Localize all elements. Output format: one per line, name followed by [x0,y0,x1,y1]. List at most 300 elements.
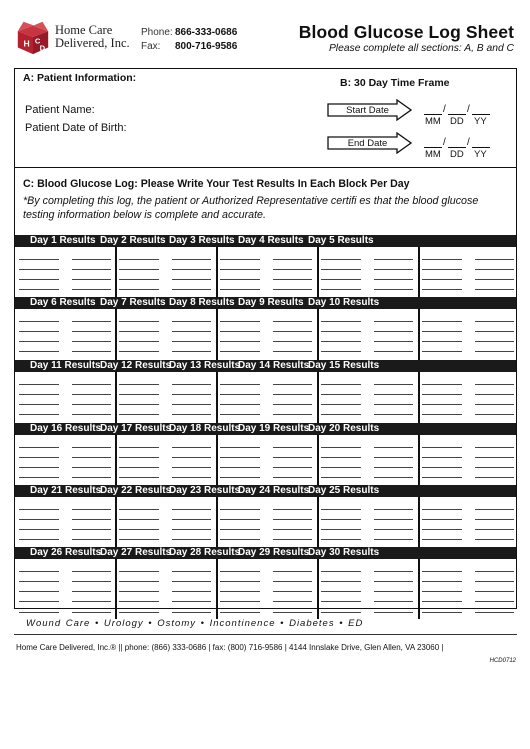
result-entry-line[interactable] [220,404,260,405]
result-entry-line[interactable] [374,447,413,448]
result-entry-line[interactable] [119,529,159,530]
result-entry-line[interactable] [72,414,111,415]
result-entry-line[interactable] [119,414,159,415]
result-entry-line[interactable] [374,467,413,468]
result-entry-line[interactable] [72,394,111,395]
form-code: HCD0712 [489,658,516,664]
day-column-divider [418,247,420,298]
result-entry-line[interactable] [220,269,260,270]
result-entry-line[interactable] [475,467,514,468]
result-entry-line[interactable] [119,279,159,280]
result-entry-line[interactable] [172,331,211,332]
result-entry-line[interactable] [273,289,312,290]
result-entry-line[interactable] [321,351,361,352]
result-entry-line[interactable] [374,331,413,332]
result-entry-line[interactable] [72,519,111,520]
result-entry-line[interactable] [72,351,111,352]
result-entry-line[interactable] [19,331,59,332]
day-header-label: Day 10 Results [308,297,380,308]
result-entry-line[interactable] [220,259,260,260]
result-entry-line[interactable] [422,351,462,352]
start-month-field[interactable] [424,114,442,115]
result-entry-line[interactable] [220,321,260,322]
day-column-divider [418,309,420,360]
section-c-title: C: Blood Glucose Log: Please Write Your Test Results In Each Block Per Day [23,178,410,190]
result-entry-line[interactable] [72,447,111,448]
result-entry-line[interactable] [172,457,211,458]
result-entry-line[interactable] [321,289,361,290]
result-entry-line[interactable] [119,571,159,572]
result-entry-line[interactable] [172,477,211,478]
result-entry-line[interactable] [19,539,59,540]
result-entry-line[interactable] [475,351,514,352]
result-entry-line[interactable] [19,269,59,270]
result-entry-line[interactable] [422,601,462,602]
result-entry-line[interactable] [321,457,361,458]
result-entry-line[interactable] [119,259,159,260]
day-header-label: Day 27 Results [100,547,172,558]
result-entry-line[interactable] [273,529,312,530]
day-column-divider [317,247,319,298]
result-entry-line[interactable] [72,259,111,260]
result-entry-line[interactable] [220,447,260,448]
result-entry-line[interactable] [475,404,514,405]
result-entry-line[interactable] [119,384,159,385]
result-entry-line[interactable] [72,601,111,602]
result-entry-line[interactable] [321,341,361,342]
day-column-divider [317,559,319,619]
day-header-label: Day 29 Results [238,547,310,558]
result-entry-line[interactable] [321,477,361,478]
result-entry-line[interactable] [422,289,462,290]
result-entry-line[interactable] [220,519,260,520]
result-entry-line[interactable] [19,394,59,395]
day-header-label: Day 21 Results [30,485,102,496]
start-day-field[interactable] [448,114,466,115]
result-entry-line[interactable] [72,289,111,290]
result-entry-line[interactable] [422,279,462,280]
day-header-band [15,547,516,559]
result-entry-line[interactable] [321,519,361,520]
result-entry-line[interactable] [19,509,59,510]
result-entry-line[interactable] [72,341,111,342]
result-entry-line[interactable] [220,539,260,540]
result-entry-line[interactable] [374,571,413,572]
result-entry-line[interactable] [475,581,514,582]
result-entry-line[interactable] [321,331,361,332]
result-entry-line[interactable] [475,289,514,290]
result-entry-line[interactable] [172,539,211,540]
result-entry-line[interactable] [72,321,111,322]
result-entry-line[interactable] [172,384,211,385]
result-entry-line[interactable] [422,467,462,468]
result-entry-line[interactable] [220,457,260,458]
result-entry-line[interactable] [374,289,413,290]
result-entry-line[interactable] [273,341,312,342]
result-entry-line[interactable] [119,581,159,582]
result-entry-line[interactable] [19,581,59,582]
result-entry-line[interactable] [172,351,211,352]
result-entry-line[interactable] [273,351,312,352]
result-entry-line[interactable] [119,331,159,332]
result-entry-line[interactable] [172,467,211,468]
result-entry-line[interactable] [422,519,462,520]
result-entry-line[interactable] [119,351,159,352]
result-entry-line[interactable] [119,404,159,405]
result-entry-line[interactable] [422,591,462,592]
result-entry-line[interactable] [119,321,159,322]
result-entry-line[interactable] [475,457,514,458]
result-entry-line[interactable] [72,404,111,405]
day-header-label: Day 16 Results [30,423,102,434]
day-header-label: Day 17 Results [100,423,172,434]
result-entry-line[interactable] [172,341,211,342]
result-entry-line[interactable] [273,331,312,332]
result-entry-line[interactable] [19,414,59,415]
result-entry-line[interactable] [321,529,361,530]
result-entry-line[interactable] [273,581,312,582]
result-entry-line[interactable] [321,612,361,613]
result-entry-line[interactable] [422,509,462,510]
result-entry-line[interactable] [374,321,413,322]
result-entry-line[interactable] [321,384,361,385]
day-column-divider [115,497,117,548]
result-entry-line[interactable] [19,571,59,572]
result-entry-line[interactable] [220,414,260,415]
result-entry-line[interactable] [119,612,159,613]
result-entry-line[interactable] [273,279,312,280]
day-column-divider [115,372,117,423]
result-entry-line[interactable] [172,289,211,290]
result-entry-line[interactable] [172,279,211,280]
result-entry-line[interactable] [475,331,514,332]
result-entry-line[interactable] [172,259,211,260]
result-entry-line[interactable] [72,509,111,510]
result-entry-line[interactable] [374,404,413,405]
result-entry-line[interactable] [422,384,462,385]
day-header-label: Day 19 Results [238,423,310,434]
result-entry-line[interactable] [119,447,159,448]
result-entry-line[interactable] [273,384,312,385]
result-entry-line[interactable] [374,509,413,510]
end-mm-label: MM [425,149,441,160]
result-entry-line[interactable] [273,612,312,613]
result-entry-line[interactable] [273,414,312,415]
result-entry-line[interactable] [475,341,514,342]
result-entry-line[interactable] [475,394,514,395]
result-entry-line[interactable] [119,477,159,478]
result-entry-line[interactable] [422,447,462,448]
result-entry-line[interactable] [72,467,111,468]
day-header-label: Day 15 Results [308,360,380,371]
result-entry-line[interactable] [19,612,59,613]
result-entry-line[interactable] [273,591,312,592]
result-entry-line[interactable] [72,331,111,332]
day-column-divider [115,435,117,486]
result-entry-line[interactable] [475,321,514,322]
result-entry-line[interactable] [19,259,59,260]
result-entry-line[interactable] [172,269,211,270]
day-header-label: Day 30 Results [308,547,380,558]
result-entry-line[interactable] [220,601,260,602]
result-entry-line[interactable] [374,519,413,520]
result-entry-line[interactable] [72,269,111,270]
result-entry-line[interactable] [374,384,413,385]
start-year-field[interactable] [472,114,490,115]
result-entry-line[interactable] [475,279,514,280]
result-entry-line[interactable] [220,384,260,385]
result-entry-line[interactable] [19,279,59,280]
logo-letter: D [39,43,46,53]
end-day-field[interactable] [448,147,466,148]
result-entry-line[interactable] [422,539,462,540]
result-entry-line[interactable] [119,269,159,270]
result-entry-line[interactable] [321,404,361,405]
result-entry-line[interactable] [475,259,514,260]
result-entry-line[interactable] [422,414,462,415]
result-entry-line[interactable] [273,509,312,510]
page-title: Blood Glucose Log Sheet [298,22,514,42]
section-a-b: A: Patient Information: Patient Name: Patient Date of Birth: B: 30 Day Time Frame Start Date End Date / / MM DD YY / / MM DD YY [15,69,516,168]
result-entry-line[interactable] [119,467,159,468]
result-entry-line[interactable] [273,457,312,458]
result-entry-line[interactable] [422,341,462,342]
result-entry-line[interactable] [119,539,159,540]
result-entry-line[interactable] [374,601,413,602]
certification-note: *By completing this log, the patient or Authorized Representative certifi es that the blood glucose testing information below is complete and accurate. [23,195,479,221]
result-entry-line[interactable] [19,519,59,520]
result-entry-line[interactable] [374,394,413,395]
result-entry-line[interactable] [374,529,413,530]
result-entry-line[interactable] [475,414,514,415]
result-entry-line[interactable] [422,321,462,322]
result-entry-line[interactable] [220,341,260,342]
result-entry-line[interactable] [172,447,211,448]
result-entry-line[interactable] [422,269,462,270]
result-entry-line[interactable] [72,477,111,478]
result-entry-line[interactable] [19,384,59,385]
result-entry-line[interactable] [475,612,514,613]
result-entry-line[interactable] [19,457,59,458]
result-entry-line[interactable] [119,289,159,290]
result-entry-line[interactable] [374,341,413,342]
result-entry-line[interactable] [172,581,211,582]
result-entry-line[interactable] [374,581,413,582]
result-entry-line[interactable] [321,539,361,540]
result-entry-line[interactable] [374,591,413,592]
result-entry-line[interactable] [422,571,462,572]
result-entry-line[interactable] [119,509,159,510]
result-entry-line[interactable] [19,601,59,602]
day-column-divider [418,372,420,423]
result-entry-line[interactable] [273,321,312,322]
result-entry-line[interactable] [220,351,260,352]
result-entry-line[interactable] [19,404,59,405]
result-entry-line[interactable] [321,571,361,572]
result-entry-line[interactable] [321,321,361,322]
day-header-label: Day 12 Results [100,360,172,371]
result-entry-line[interactable] [19,477,59,478]
result-entry-line[interactable] [321,259,361,260]
result-entry-line[interactable] [72,384,111,385]
result-entry-line[interactable] [321,269,361,270]
result-entry-line[interactable] [475,384,514,385]
result-entry-line[interactable] [374,259,413,260]
result-entry-line[interactable] [172,404,211,405]
result-entry-line[interactable] [19,289,59,290]
result-entry-line[interactable] [321,279,361,280]
result-entry-line[interactable] [119,601,159,602]
result-entry-line[interactable] [422,477,462,478]
result-entry-line[interactable] [273,601,312,602]
result-entry-line[interactable] [374,269,413,270]
result-entry-line[interactable] [172,571,211,572]
day-header-band [15,235,516,247]
result-entry-line[interactable] [321,591,361,592]
result-entry-line[interactable] [475,529,514,530]
result-entry-line[interactable] [374,414,413,415]
result-entry-line[interactable] [273,571,312,572]
patient-dob-label: Patient Date of Birth: [25,122,127,134]
result-entry-line[interactable] [72,612,111,613]
result-entry-line[interactable] [321,601,361,602]
day-column-divider [115,309,117,360]
result-entry-line[interactable] [475,519,514,520]
result-entry-line[interactable] [273,404,312,405]
result-entry-line[interactable] [72,571,111,572]
result-entry-line[interactable] [321,581,361,582]
brand-line1: Home Care [55,23,113,37]
result-entry-line[interactable] [321,394,361,395]
result-entry-line[interactable] [422,457,462,458]
result-entry-line[interactable] [422,529,462,530]
start-mm-label: MM [425,116,441,127]
result-entry-line[interactable] [220,279,260,280]
day-header-label: Day 8 Results [169,297,235,308]
result-entry-line[interactable] [422,612,462,613]
result-entry-line[interactable] [119,394,159,395]
result-entry-line[interactable] [475,477,514,478]
result-entry-line[interactable] [220,331,260,332]
result-entry-line[interactable] [273,519,312,520]
day-column-divider [317,497,319,548]
day-header-label: Day 3 Results [169,235,235,246]
result-entry-line[interactable] [72,539,111,540]
result-entry-line[interactable] [172,321,211,322]
result-entry-line[interactable] [321,467,361,468]
day-header-label: Day 7 Results [100,297,166,308]
result-entry-line[interactable] [422,331,462,332]
result-entry-line[interactable] [273,539,312,540]
result-entry-line[interactable] [172,414,211,415]
day-header-label: Day 4 Results [238,235,304,246]
result-entry-line[interactable] [374,351,413,352]
result-entry-line[interactable] [321,414,361,415]
result-entry-line[interactable] [119,457,159,458]
result-entry-line[interactable] [475,591,514,592]
result-entry-line[interactable] [19,341,59,342]
result-entry-line[interactable] [273,447,312,448]
end-year-field[interactable] [472,147,490,148]
result-entry-line[interactable] [273,467,312,468]
fax-number: 800-716-9586 [175,41,238,52]
result-entry-line[interactable] [220,477,260,478]
result-entry-line[interactable] [273,394,312,395]
day-header-label: Day 20 Results [308,423,380,434]
result-entry-line[interactable] [475,269,514,270]
result-entry-line[interactable] [19,351,59,352]
result-entry-line[interactable] [220,289,260,290]
result-entry-line[interactable] [172,612,211,613]
result-entry-line[interactable] [475,539,514,540]
result-entry-line[interactable] [422,259,462,260]
result-entry-line[interactable] [220,581,260,582]
result-entry-line[interactable] [220,467,260,468]
result-entry-line[interactable] [422,581,462,582]
result-entry-line[interactable] [475,509,514,510]
result-entry-line[interactable] [72,591,111,592]
result-entry-line[interactable] [220,529,260,530]
result-entry-line[interactable] [119,519,159,520]
day-column-divider [317,372,319,423]
result-entry-line[interactable] [220,571,260,572]
result-entry-line[interactable] [475,447,514,448]
result-entry-line[interactable] [374,539,413,540]
result-entry-line[interactable] [220,394,260,395]
result-entry-line[interactable] [220,591,260,592]
result-entry-line[interactable] [374,279,413,280]
result-entry-line[interactable] [72,529,111,530]
result-entry-line[interactable] [422,394,462,395]
result-entry-line[interactable] [172,509,211,510]
result-entry-line[interactable] [220,612,260,613]
result-entry-line[interactable] [422,404,462,405]
result-entry-line[interactable] [72,581,111,582]
result-entry-line[interactable] [374,477,413,478]
result-entry-line[interactable] [374,612,413,613]
day-header-label: Day 2 Results [100,235,166,246]
result-entry-line[interactable] [172,601,211,602]
result-entry-line[interactable] [172,394,211,395]
result-entry-line[interactable] [19,529,59,530]
result-entry-line[interactable] [119,341,159,342]
result-entry-line[interactable] [172,519,211,520]
result-entry-line[interactable] [172,591,211,592]
result-entry-line[interactable] [72,457,111,458]
result-entry-line[interactable] [119,591,159,592]
result-entry-line[interactable] [273,259,312,260]
day-header-label: Day 25 Results [308,485,380,496]
result-entry-line[interactable] [19,591,59,592]
result-entry-line[interactable] [321,509,361,510]
result-entry-line[interactable] [374,457,413,458]
result-entry-line[interactable] [72,279,111,280]
result-entry-line[interactable] [475,571,514,572]
result-entry-line[interactable] [220,509,260,510]
result-entry-line[interactable] [321,447,361,448]
result-entry-line[interactable] [19,447,59,448]
day-header-label: Day 18 Results [169,423,241,434]
result-entry-line[interactable] [19,467,59,468]
day-header-label: Day 6 Results [30,297,96,308]
result-entry-line[interactable] [172,529,211,530]
end-month-field[interactable] [424,147,442,148]
result-entry-line[interactable] [19,321,59,322]
result-entry-line[interactable] [273,477,312,478]
result-entry-line[interactable] [273,269,312,270]
result-entry-line[interactable] [475,601,514,602]
footer-contact: Home Care Delivered, Inc.® || phone: (866) 333-0686 | fax: (800) 716-9586 | 4144 Innslake Drive, Glen Allen, VA 23060 | [16,643,444,652]
